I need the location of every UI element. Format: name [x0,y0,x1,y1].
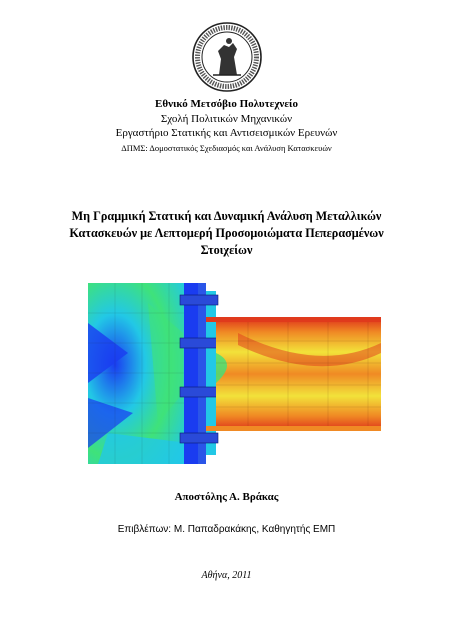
thesis-title [0,208,453,259]
place-date: Αθήνα, 2011 [201,570,252,581]
supervisor-line: Επιβλέπων: Μ. Παπαδρακάκης, Καθηγητής ΕΜΠ [117,524,336,535]
title-line-1: Μη Γραμμική Στατική και Δυναμική Ανάλυση Μεταλλικών [71,209,382,223]
author-name: Αποστόλης Α. Βράκας [174,491,279,503]
school-name: Σχολή Πολιτικών Μηχανικών [160,113,293,125]
laboratory-name: Εργαστήριο Στατικής και Αντισεισμικών Ερευνών [115,127,338,139]
title-line-3: Στοιχείων [200,243,253,257]
fem-stress-contour-figure [88,283,381,464]
title-line-2: Κατασκευών με Λεπτομερή Προσομοιώματα Πεπερασμένων [69,226,384,240]
program-name: ΔΠΜΣ: Δομοστατικός Σχεδιασμός και Ανάλυση Κατασκευών [121,143,332,153]
institution-name: Εθνικό Μετσόβιο Πολυτεχνείο [155,98,298,110]
university-seal [191,21,263,93]
